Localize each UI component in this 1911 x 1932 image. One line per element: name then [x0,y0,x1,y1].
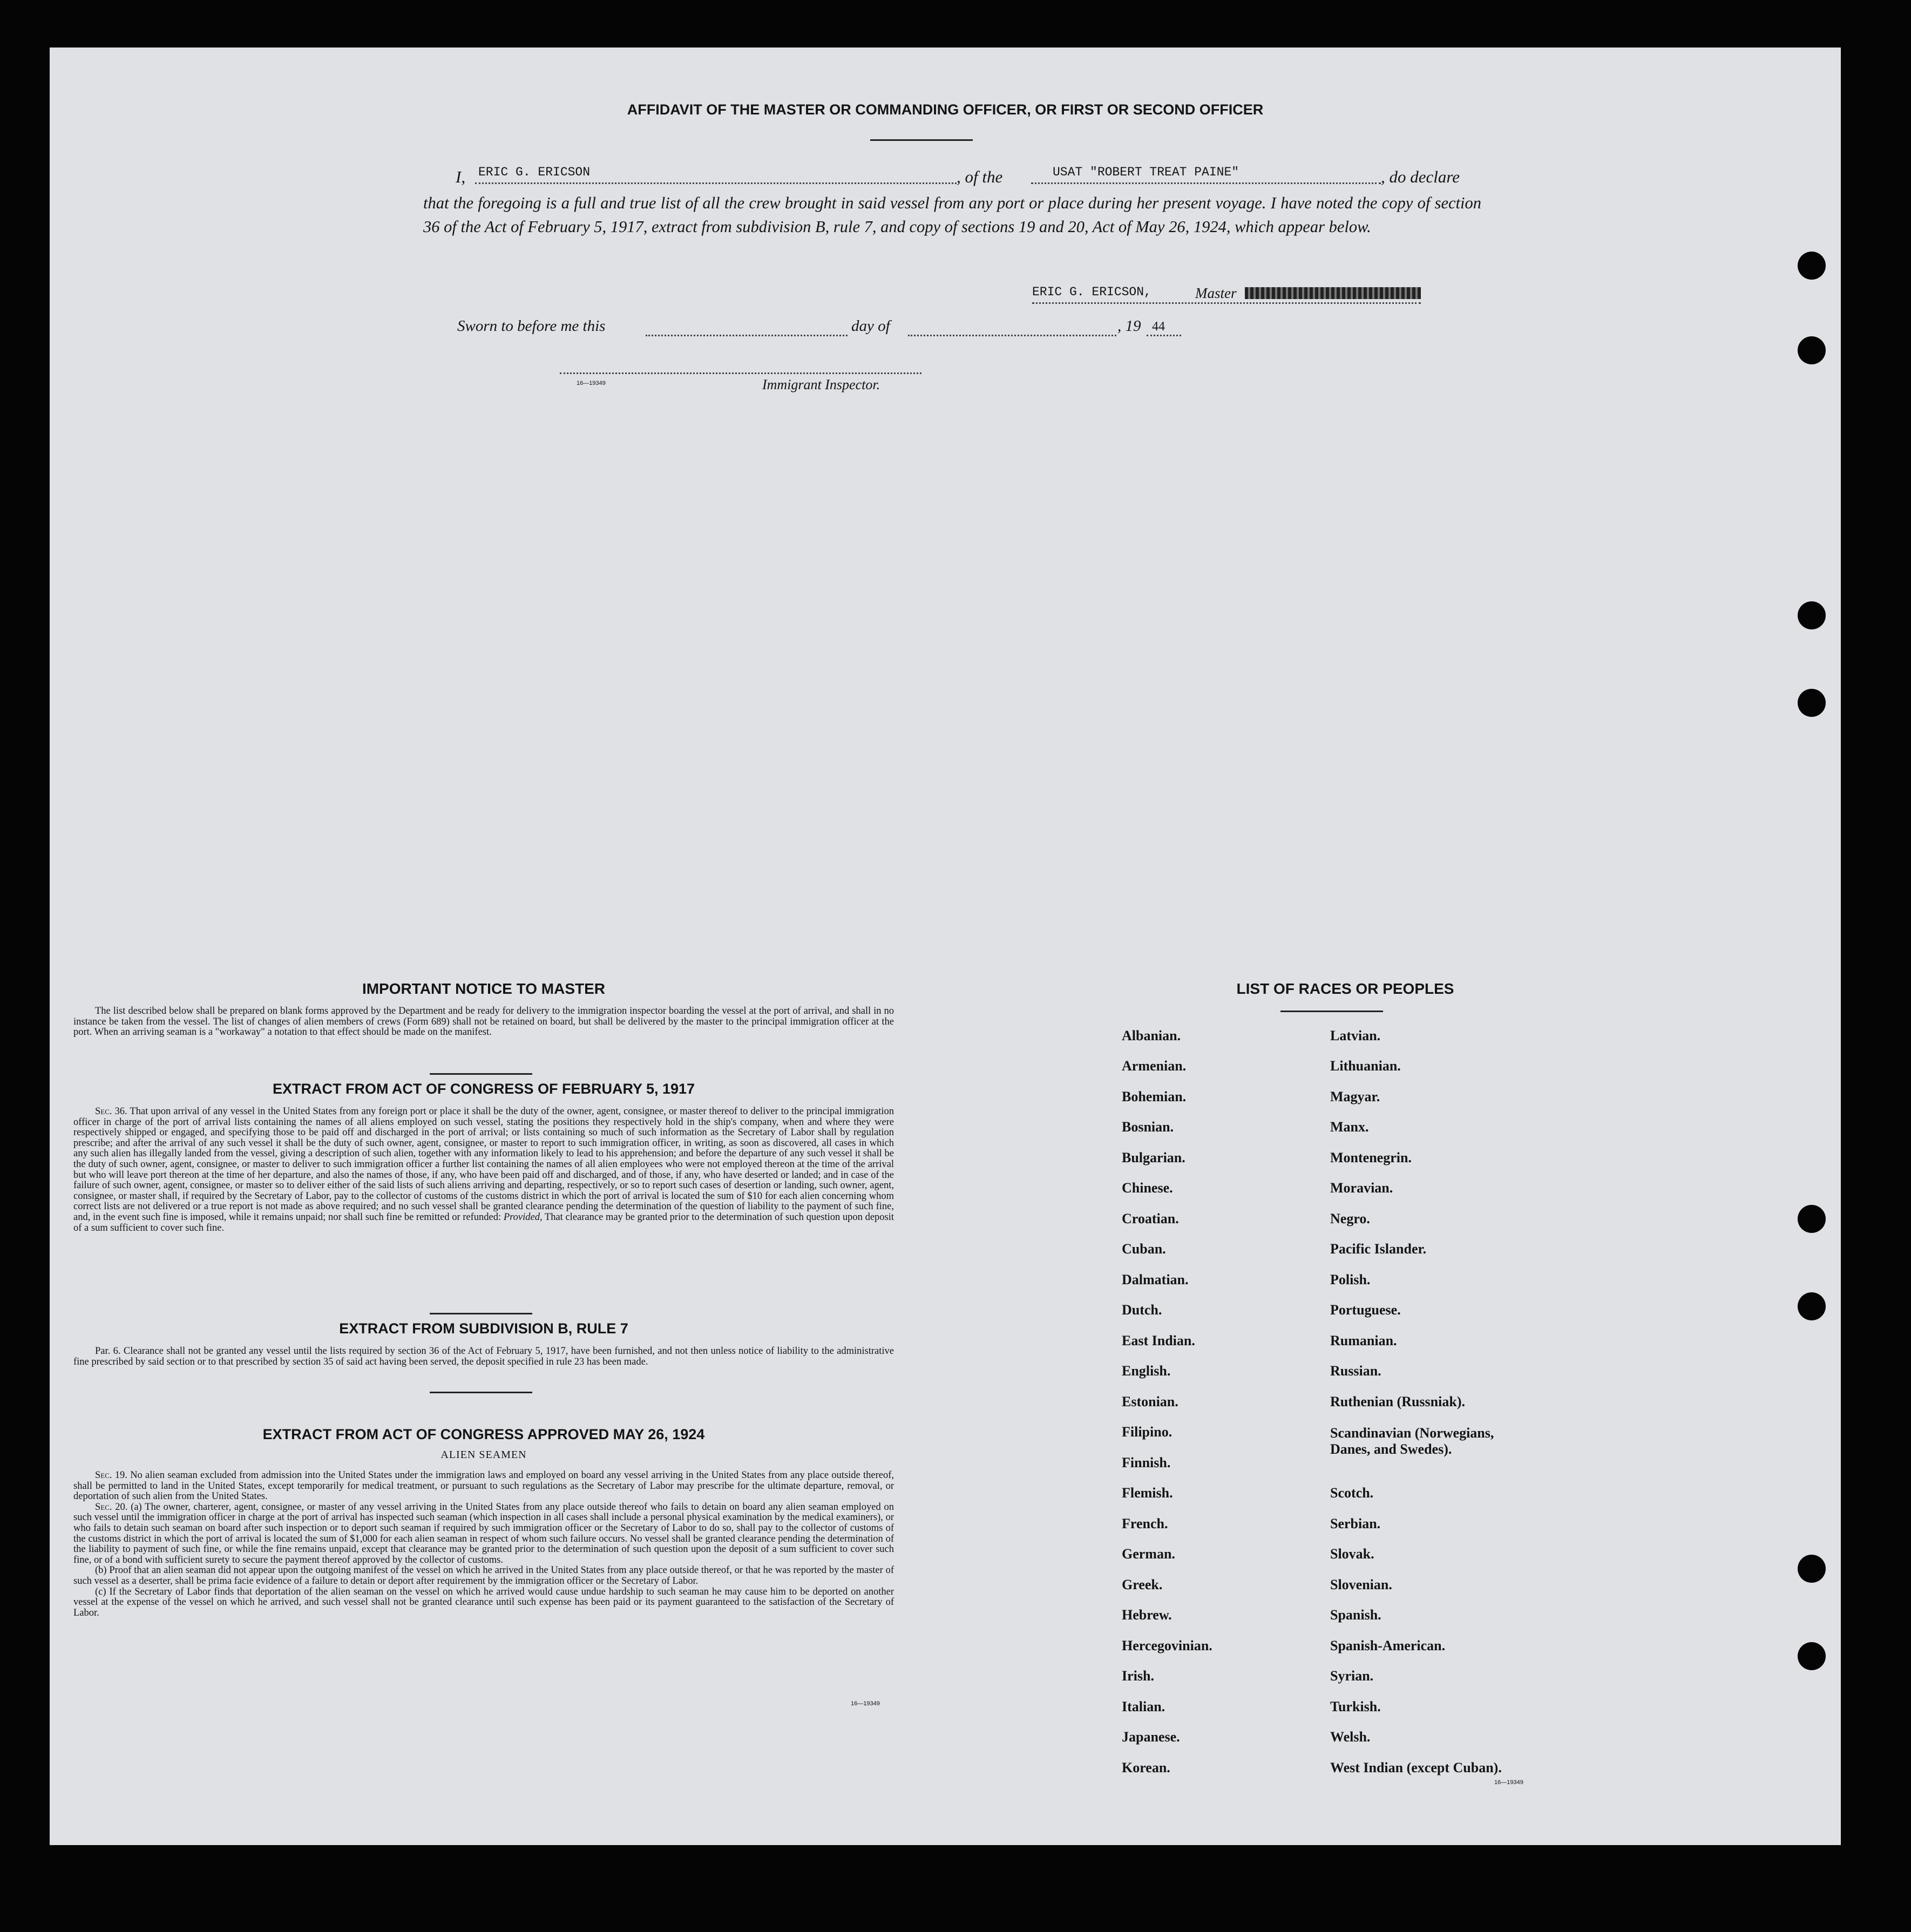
race-item: Finnish. [1122,1455,1171,1470]
race-item: Welsh. [1330,1729,1371,1745]
race-item: Lithuanian. [1330,1058,1401,1074]
race-item: Spanish. [1330,1607,1381,1623]
race-item: Hercegovinian. [1122,1638,1212,1653]
inspector-label: Immigrant Inspector. [762,377,880,392]
sec-19-text: No alien seaman excluded from admission into the United States under the immigration laws and employed on board any vessel arriving in the United States from any place outside thereof, shall be permitted to land in the United States, except temporarily for medical treatment, or pursuant to such regulations as the Secretary of Labor may prescribe for the ultimate departure, removal, or deportation of such alien from the United States. [73,1470,894,1502]
race-item: East Indian. [1122,1333,1195,1348]
race-item: Korean. [1122,1760,1170,1775]
sec-19-label: Sec. 19. [95,1470,127,1481]
sec-36-text-end: That clearance may be granted prior to the determination of such question upon deposit of a sum sufficient to cover such fine. [73,1211,894,1233]
race-item: Irish. [1122,1668,1154,1684]
sec-19-paragraph [73,1470,894,1502]
race-item: Scandinavian (Norwegians, Danes, and Swedes). [1330,1425,1494,1457]
master-label: Master [1195,285,1237,301]
race-item: Slovak. [1330,1546,1374,1562]
race-item: Montenegrin. [1330,1150,1412,1165]
provided-word: Provided, [503,1211,543,1223]
sec-36-text: That upon arrival of any vessel in the United States from any foreign port or place it shall be the duty of the owner, agent, consignee, or master thereof to deliver to the principal immigration officer in charge of the port of arrival lists containing the names of all aliens employed on such vessel, stating the positions they respectively hold in the ship's company, when and where they were respectively shipped or engaged, and specifying those to be paid off and discharged in the port of arrival; or lists containing so much of such information as the Secretary of Labor shall by regulation prescribe; and after the arrival of any such vessel it shall be the duty of such owner, agent, consignee, or master to report to such immigration officer, in writing, as soon as discovered, all cases in which any such alien has illegally landed from the vessel, giving a description of such alien, together with any information likely to lead to his apprehension; and before the departure of any such vessel it shall be the duty of such owner, agent, consignee, or master to deliver to such immigration officer a further list containing the names of all alien employees who were not employed thereon at the time of the arrival but who will leave port thereon at the time of her departure, and also the names of those, if any, who have been paid off and discharged, and of those, if any, who have deserted or landed; and in case of the failure of such owner, agent, consignee, or master so to deliver either of the said lists of such aliens arriving and departing, respectively, or so to report such cases of desertion or landing, such owner, agent, consignee, or master shall, if required by the Secretary of Labor, pay to the collector of customs of the customs district in which the port of arrival is located the sum of $10 for each alien concerning whom correct lists are not delivered or a true report is not made as above required; and no such vessel shall be granted clearance pending the determination of the question of liability to the payment of such fine, and, in the event such fine is imposed, while it remains unpaid; nor shall such fine be remitted or refunded: [73,1106,894,1223]
race-item: Russian. [1330,1363,1381,1379]
race-item: Magyar. [1330,1089,1380,1104]
race-item: Slovenian. [1330,1577,1392,1592]
inspector-signature-line [560,369,921,374]
sworn-day-field [646,322,848,336]
alien-seamen-subtitle: ALIEN SEAMEN [441,1449,527,1461]
year-value: 44 [1152,320,1165,334]
race-item: Flemish. [1122,1485,1173,1501]
race-item: Dutch. [1122,1302,1162,1318]
binder-hole-icon [1798,1292,1826,1320]
races-title: LIST OF RACES OR PEOPLES [1236,980,1454,997]
affidavit-title: AFFIDAVIT OF THE MASTER OR COMMANDING OFFICER, OR FIRST OR SECOND OFFICER [627,101,1264,118]
signature-line [1032,284,1421,304]
sec-20b-paragraph: (b) Proof that an alien seaman did not appear upon the outgoing manifest of the vessel on which he arrived in the United States from any place outside thereof, or that he was reported by the master of such vessel as a deserter, shall be prima facie evidence of a failure to detain or deport after requirement by the immigration officer or the Secretary of Labor. [73,1565,894,1587]
rule-7-text: Par. 6. Clearance shall not be granted any vessel until the lists required by section 36 of the Act of February 5, 1917, have been furnished, and not then unless notice of liability to the administrative fine prescribed by said section or to that prescribed by section 35 of said act having been served, the deposit specified in rule 23 has been made. [73,1346,894,1367]
race-item: Dalmatian. [1122,1272,1189,1287]
race-item: Manx. [1330,1119,1369,1135]
declaration-text: that the foregoing is a full and true list of all the crew brought in said vessel from any port or place during her present voyage. I have noted the copy of section 36 of the Act of February 5, 1917, extract from subdivision B, rule 7, and copy of sections 19 and 20, Act of May 26, 1924, which appear below. [423,194,1481,236]
binder-hole-icon [1798,1205,1826,1233]
sworn-month-field [908,322,1116,336]
i-label: I, [456,167,466,186]
race-item: Rumanian. [1330,1333,1397,1348]
vessel-name: USAT "ROBERT TREAT PAINE" [1053,165,1239,179]
sec-20c-paragraph: (c) If the Secretary of Labor finds that deportation of the alien seaman on the vessel on which he arrived would cause undue hardship to such seaman he may cause him to be deported on another vessel at the expense of the vessel on which he arrived, and such vessel shall not be granted clearance until such expense has been paid or its payment guaranteed to the satisfaction of the Secretary of Labor. [73,1586,894,1618]
race-item: Syrian. [1330,1668,1374,1684]
race-item: Scotch. [1330,1485,1374,1501]
race-item: Turkish. [1330,1699,1381,1714]
rule-7-title: EXTRACT FROM SUBDIVISION B, RULE 7 [339,1320,628,1337]
race-item: Latvian. [1330,1028,1381,1043]
races-form-number: 16—19349 [1494,1779,1523,1786]
master-name-field [475,165,957,184]
sec-20a-text: (a) The owner, charterer, agent, consignee, or master of any vessel arriving in the United States from any place outside thereof who fails to detain on board any alien seaman employed on such vessel until the immigration officer in charge at the port of arrival has inspected such seaman (which inspection in all cases shall include a personal physical examination by the medical examiners), or who fails to detain such seaman on board after such inspection or to deport such seaman if required by such immigration officer or the Secretary of Labor to do so, shall pay to the collector of customs of the customs district in which the port of arrival is located the sum of $1,000 for each alien seaman in respect of whom such failure occurs. No vessel shall be granted clearance pending the determination of the liability to payment of such fine, or while the fine remains unpaid, except that clearance may be granted prior to the determination of such question upon the deposit of a sum sufficient to cover such fine, or of a bond with sufficient surety to secure the payment thereof approved by the collector of customs. [73,1501,894,1565]
races-divider [1280,1011,1383,1012]
race-item: Ruthenian (Russniak). [1330,1394,1465,1409]
act-1917-divider [430,1313,532,1314]
race-item: Italian. [1122,1699,1165,1714]
race-item: Polish. [1330,1272,1371,1287]
year-field [1147,320,1181,336]
race-item: Cuban. [1122,1241,1166,1257]
race-item: Pacific Islander. [1330,1241,1427,1257]
vessel-name-field [1031,165,1381,184]
document-page [50,48,1841,1845]
notice-divider [430,1073,532,1075]
race-item: English. [1122,1363,1171,1379]
race-item: Bulgarian. [1122,1150,1185,1165]
affidavit-form-number: 16—19349 [577,380,606,387]
year-prefix: , 19 [1117,317,1141,335]
race-item: Chinese. [1122,1180,1173,1196]
race-item: Greek. [1122,1577,1163,1592]
race-item: Moravian. [1330,1180,1393,1196]
sec-20a-paragraph [73,1502,894,1566]
race-item: West Indian (except Cuban). [1330,1760,1502,1775]
race-item: Estonian. [1122,1394,1178,1409]
binder-hole-icon [1798,336,1826,364]
sworn-label: Sworn to before me this [457,317,606,335]
act-1924-form-number: 16—19349 [851,1700,880,1707]
race-item: Portuguese. [1330,1302,1401,1318]
sec-20-label: Sec. 20. [95,1501,128,1513]
race-item: Filipino. [1122,1424,1173,1440]
notice-text: The list described below shall be prepared on blank forms approved by the Department and be ready for delivery to the immigration inspector boarding the vessel at the port of arrival, and shall in no instance be taken from the vessel. The list of changes of alien members of crews (Form 689) shall not be retained on board, but shall be delivered by the master to the principal immigration officer at the port. When an arriving seaman is a "workaway" a notation to that effect should be made on the manifest. [73,1006,894,1038]
rule-7-divider [430,1392,532,1393]
sec-36-label: Sec. 36. [95,1106,127,1117]
race-item: French. [1122,1516,1168,1531]
race-item: Bohemian. [1122,1089,1187,1104]
race-item: Serbian. [1330,1516,1381,1531]
binder-hole-icon [1798,1642,1826,1670]
race-item: Spanish-American. [1330,1638,1446,1653]
race-item: German. [1122,1546,1175,1562]
title-divider [870,139,973,141]
race-item: Albanian. [1122,1028,1181,1043]
of-the-label: , of the [957,167,1003,186]
act-1917-text [73,1107,894,1233]
act-1924-title: EXTRACT FROM ACT OF CONGRESS APPROVED MAY 26, 1924 [262,1426,705,1442]
do-declare-label: , do declare [1381,167,1460,186]
act-1924-body [73,1470,894,1618]
race-item: Japanese. [1122,1729,1180,1745]
day-of-label: day of [851,317,890,335]
notice-title: IMPORTANT NOTICE TO MASTER [362,980,606,997]
binder-hole-icon [1798,252,1826,280]
signature-name: ERIC G. ERICSON, [1032,285,1151,299]
struck-out-text [1245,287,1421,299]
binder-hole-icon [1798,689,1826,717]
act-1917-title: EXTRACT FROM ACT OF CONGRESS OF FEBRUARY 5, 1917 [272,1081,695,1097]
race-item: Croatian. [1122,1211,1179,1226]
race-item: Hebrew. [1122,1607,1172,1623]
binder-hole-icon [1798,601,1826,629]
race-item: Bosnian. [1122,1119,1174,1135]
master-name: ERIC G. ERICSON [478,165,591,179]
race-item: Armenian. [1122,1058,1187,1074]
binder-hole-icon [1798,1555,1826,1583]
race-item: Negro. [1330,1211,1370,1226]
